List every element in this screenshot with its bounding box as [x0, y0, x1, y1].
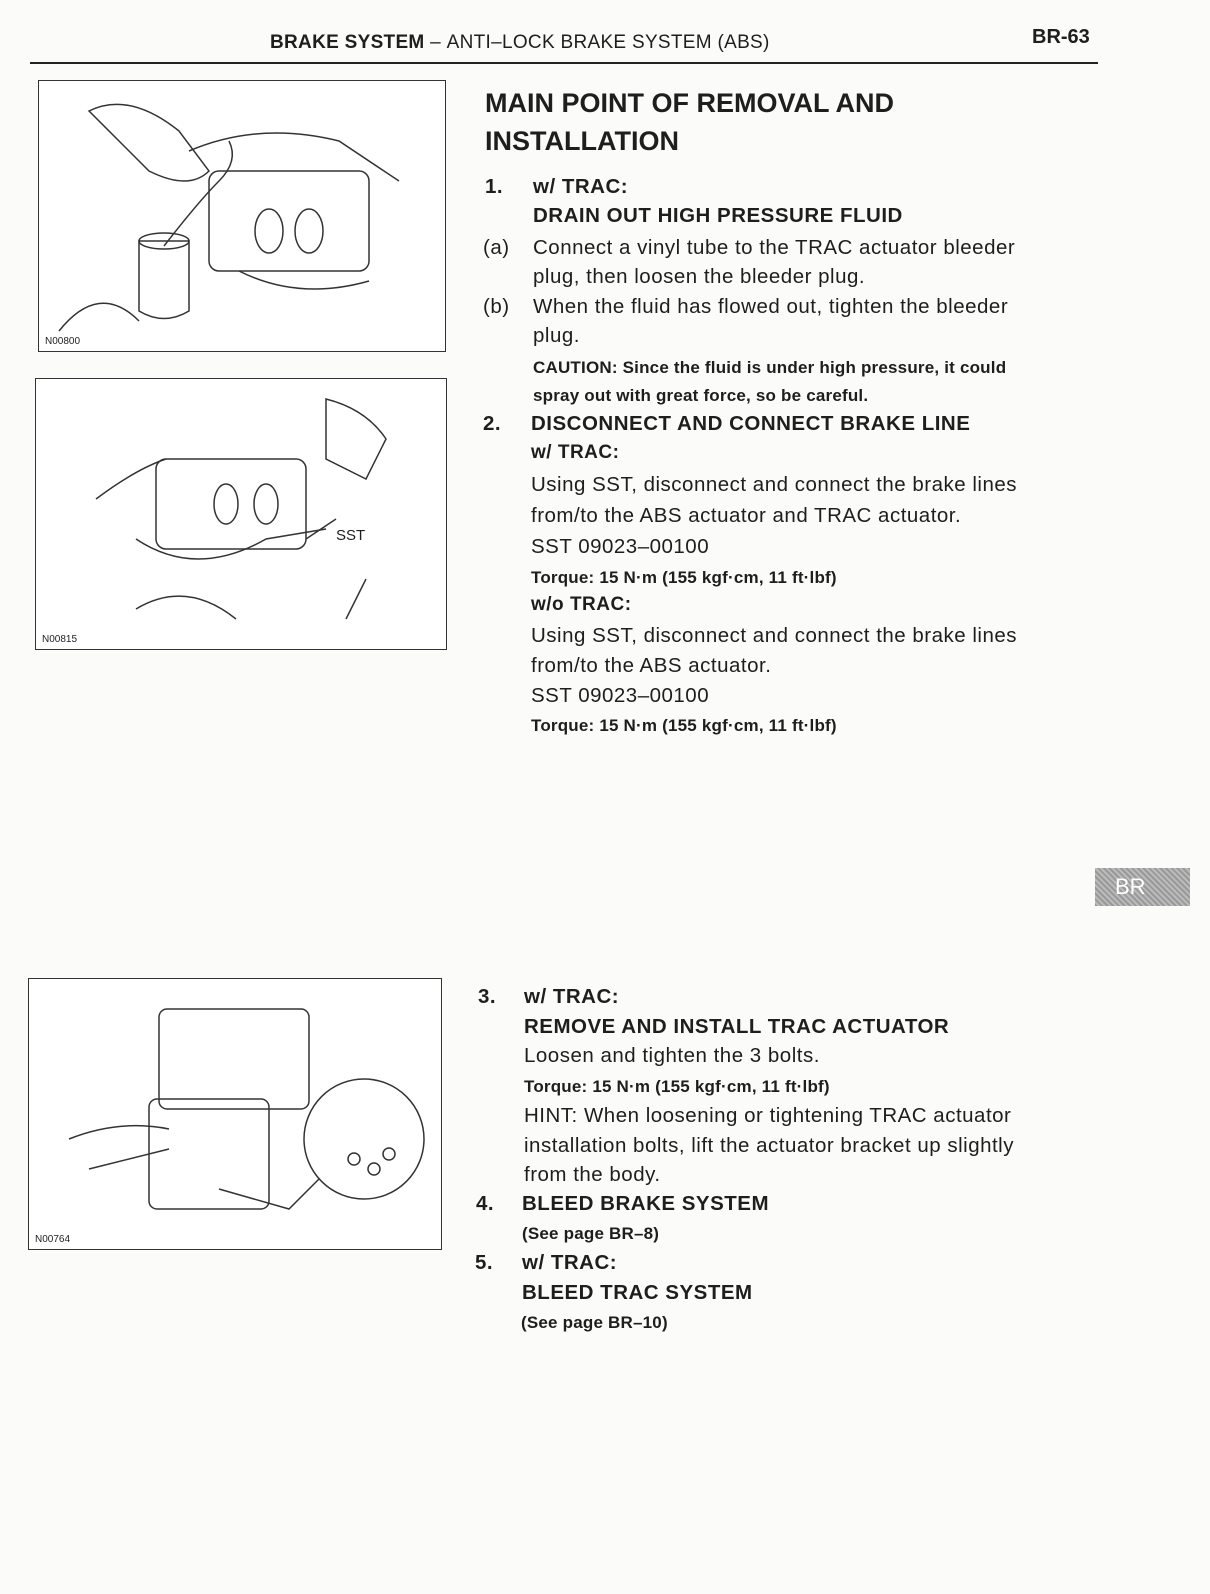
substep-text: plug.	[533, 324, 580, 347]
caution-text: spray out with great force, so be careful.	[533, 386, 869, 405]
running-header	[270, 32, 770, 54]
brake-line-illustration	[36, 379, 446, 649]
step-text: Using SST, disconnect and connect the brake lines	[531, 473, 1018, 496]
step-number: 3.	[478, 985, 497, 1008]
figure-id: N00764	[35, 1234, 71, 1245]
sst-label: SST	[336, 527, 366, 544]
step-condition: w/ TRAC:	[522, 1251, 618, 1274]
page-reference: (See page BR–8)	[522, 1224, 660, 1243]
figure-trac-actuator	[28, 978, 442, 1250]
header-subsection: ANTI–LOCK BRAKE SYSTEM (ABS)	[446, 32, 770, 53]
trac-actuator-illustration	[29, 979, 441, 1249]
step-text: Loosen and tighten the 3 bolts.	[524, 1044, 820, 1067]
section-tab: BR	[1095, 868, 1190, 906]
header-separator: –	[430, 32, 442, 53]
torque-spec: Torque: 15 N·m (155 kgf·cm, 11 ft·lbf)	[524, 1077, 830, 1096]
figure-id: N00800	[45, 336, 81, 347]
step-heading: REMOVE AND INSTALL TRAC ACTUATOR	[524, 1015, 950, 1038]
step-heading: BLEED BRAKE SYSTEM	[522, 1192, 770, 1215]
torque-spec: Torque: 15 N·m (155 kgf·cm, 11 ft·lbf)	[531, 716, 837, 735]
figure-brake-line	[35, 378, 447, 650]
title-line: MAIN POINT OF REMOVAL AND	[485, 88, 894, 118]
substep-label: (a)	[483, 236, 510, 259]
hint-text: HINT: When loosening or tightening TRAC actuator	[524, 1104, 1012, 1127]
hint-text: from the body.	[524, 1163, 661, 1186]
step-text: from/to the ABS actuator and TRAC actuator.	[531, 504, 962, 527]
figure-drain-fluid	[38, 80, 446, 352]
drain-fluid-illustration	[39, 81, 445, 351]
step-number: 4.	[476, 1192, 495, 1215]
step-condition: w/o TRAC:	[531, 594, 632, 615]
torque-spec: Torque: 15 N·m (155 kgf·cm, 11 ft·lbf)	[531, 568, 837, 587]
hint-text: installation bolts, lift the actuator bracket up slightly	[524, 1134, 1014, 1157]
substep-label: (b)	[483, 295, 510, 318]
step-text: from/to the ABS actuator.	[531, 654, 772, 677]
section-title	[485, 84, 1085, 160]
step-heading: DRAIN OUT HIGH PRESSURE FLUID	[533, 204, 903, 227]
step-text: Using SST, disconnect and connect the brake lines	[531, 624, 1018, 647]
substep-text: Connect a vinyl tube to the TRAC actuator bleeder	[533, 236, 1016, 259]
sst-number: SST 09023–00100	[531, 684, 710, 707]
step-heading: BLEED TRAC SYSTEM	[522, 1281, 753, 1304]
substep-text: When the fluid has flowed out, tighten the bleeder	[533, 295, 1009, 318]
figure-id: N00815	[42, 634, 78, 645]
header-section: BRAKE SYSTEM	[270, 32, 425, 53]
substep-text: plug, then loosen the bleeder plug.	[533, 265, 866, 288]
sst-number: SST 09023–00100	[531, 535, 710, 558]
step-condition: w/ TRAC:	[524, 985, 620, 1008]
page-number: BR-63	[1032, 26, 1090, 48]
step-number: 1.	[485, 175, 504, 198]
step-number: 5.	[475, 1251, 494, 1274]
step-heading: DISCONNECT AND CONNECT BRAKE LINE	[531, 412, 971, 435]
caution-text: CAUTION: Since the fluid is under high pressure, it could	[533, 358, 1007, 377]
step-condition: w/ TRAC:	[533, 175, 629, 198]
title-line: INSTALLATION	[485, 126, 679, 156]
step-condition: w/ TRAC:	[531, 442, 620, 463]
step-number: 2.	[483, 412, 502, 435]
header-rule	[30, 62, 1098, 64]
page-reference: (See page BR–10)	[521, 1313, 668, 1332]
